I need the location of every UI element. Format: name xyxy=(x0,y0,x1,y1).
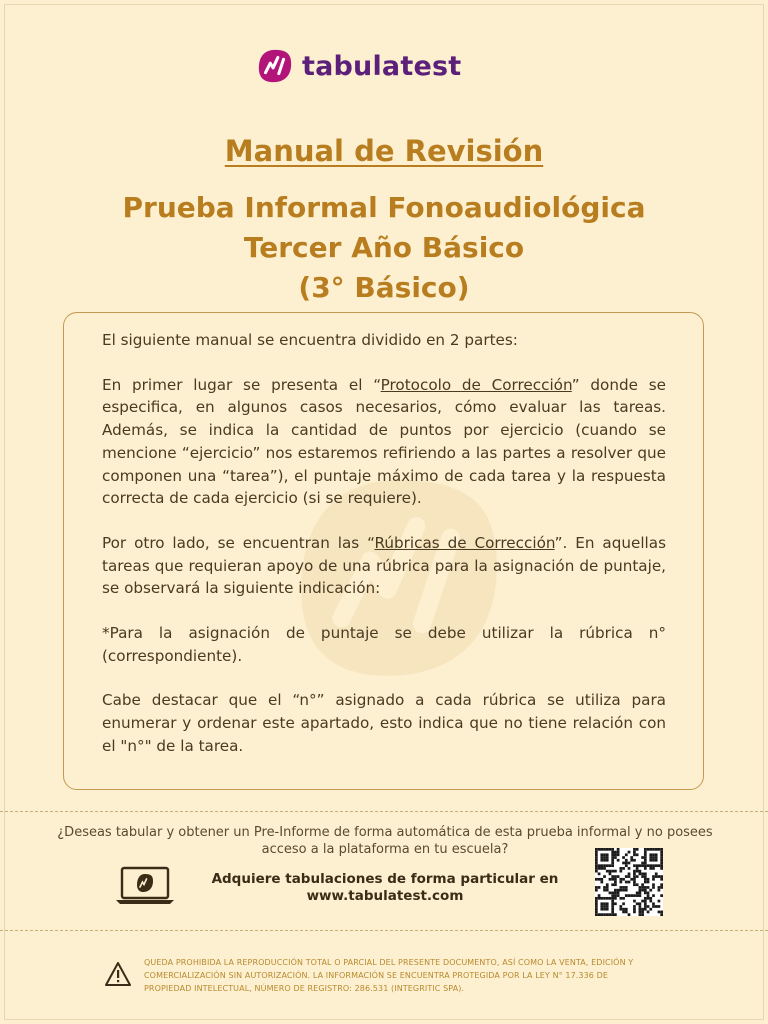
promo-question: ¿Deseas tabular y obtener un Pre-Informe de forma automática de esta prueba informal y no posees acceso a la plataforma en tu escuela? xyxy=(57,825,713,857)
protocol-paragraph xyxy=(102,374,666,510)
subtitle-line-2: Tercer Año Básico xyxy=(243,231,525,264)
rubrics-paragraph xyxy=(102,532,666,600)
indication-paragraph: *Para la asignación de puntaje se debe utilizar la rúbrica n° (correspondiente). xyxy=(102,624,666,665)
warning-icon xyxy=(104,961,132,987)
text-fragment: Por otro lado, se encuentran las “ xyxy=(102,533,375,552)
intro-paragraph: El siguiente manual se encuentra dividido en 2 partes: xyxy=(102,331,518,349)
info-box xyxy=(63,312,704,790)
legal-notice: QUEDA PROHIBIDA LA REPRODUCCIÓN TOTAL O PARCIAL DEL PRESENTE DOCUMENTO, ASÍ COMO LA VENTA, EDICIÓN Y COMERCIALIZACIÓN SIN AUTORIZACIÓN. LA INFORMACIÓN SE ENCUENTRA PROTEGIDA POR LA LEY N° 17.336 DE PROPIEDAD INTELECTUAL, NÚMERO DE REGISTRO: 286.531 (INTEGRITIC SPA). xyxy=(144,958,634,993)
promo-cta xyxy=(190,871,580,905)
laptop-icon xyxy=(114,866,176,906)
brand-name: tabulatest xyxy=(302,50,462,82)
tabulatest-logo-icon xyxy=(256,47,294,85)
page-title: Manual de Revisión xyxy=(224,134,544,168)
text-fragment: ” donde se especifica, en algunos casos necesarios, cómo evaluar las tareas. Además, se indica la cantidad de puntos por ejercicio (cuando se mencione “ejercicio” nos estaremos refiriendo a las partes a resolver que componen una “tarea”), el puntaje máximo de cada tarea y la respuesta correcta de cada ejercicio (si se requiere). xyxy=(102,375,666,508)
website-link[interactable]: www.tabulatest.com xyxy=(306,888,464,904)
title-block xyxy=(0,130,768,308)
divider-bottom xyxy=(0,930,768,931)
text-fragment: En primer lugar se presenta el “ xyxy=(102,375,381,394)
text-fragment: ”. En aquellas tareas que requieran apoyo de una rúbrica para la asignación de puntaje, se observará la siguiente indicación: xyxy=(102,533,666,598)
qr-code-icon[interactable] xyxy=(590,848,668,916)
note-paragraph: Cabe destacar que el “n°” asignado a cada rúbrica se utiliza para enumerar y ordenar este apartado, esto indica que no tiene relación con el "n°" de la tarea. xyxy=(102,691,666,755)
subtitle-line-3: (3° Básico) xyxy=(298,271,470,304)
divider-top xyxy=(0,811,768,812)
rubrics-link: Rúbricas de Corrección xyxy=(374,533,555,552)
cta-line: Adquiere tabulaciones de forma particular en xyxy=(211,871,559,887)
subtitle-line-1: Prueba Informal Fonoaudiológica xyxy=(122,191,646,224)
protocol-link: Protocolo de Corrección xyxy=(380,375,572,394)
brand-logo xyxy=(256,44,461,88)
info-text xyxy=(102,329,666,780)
